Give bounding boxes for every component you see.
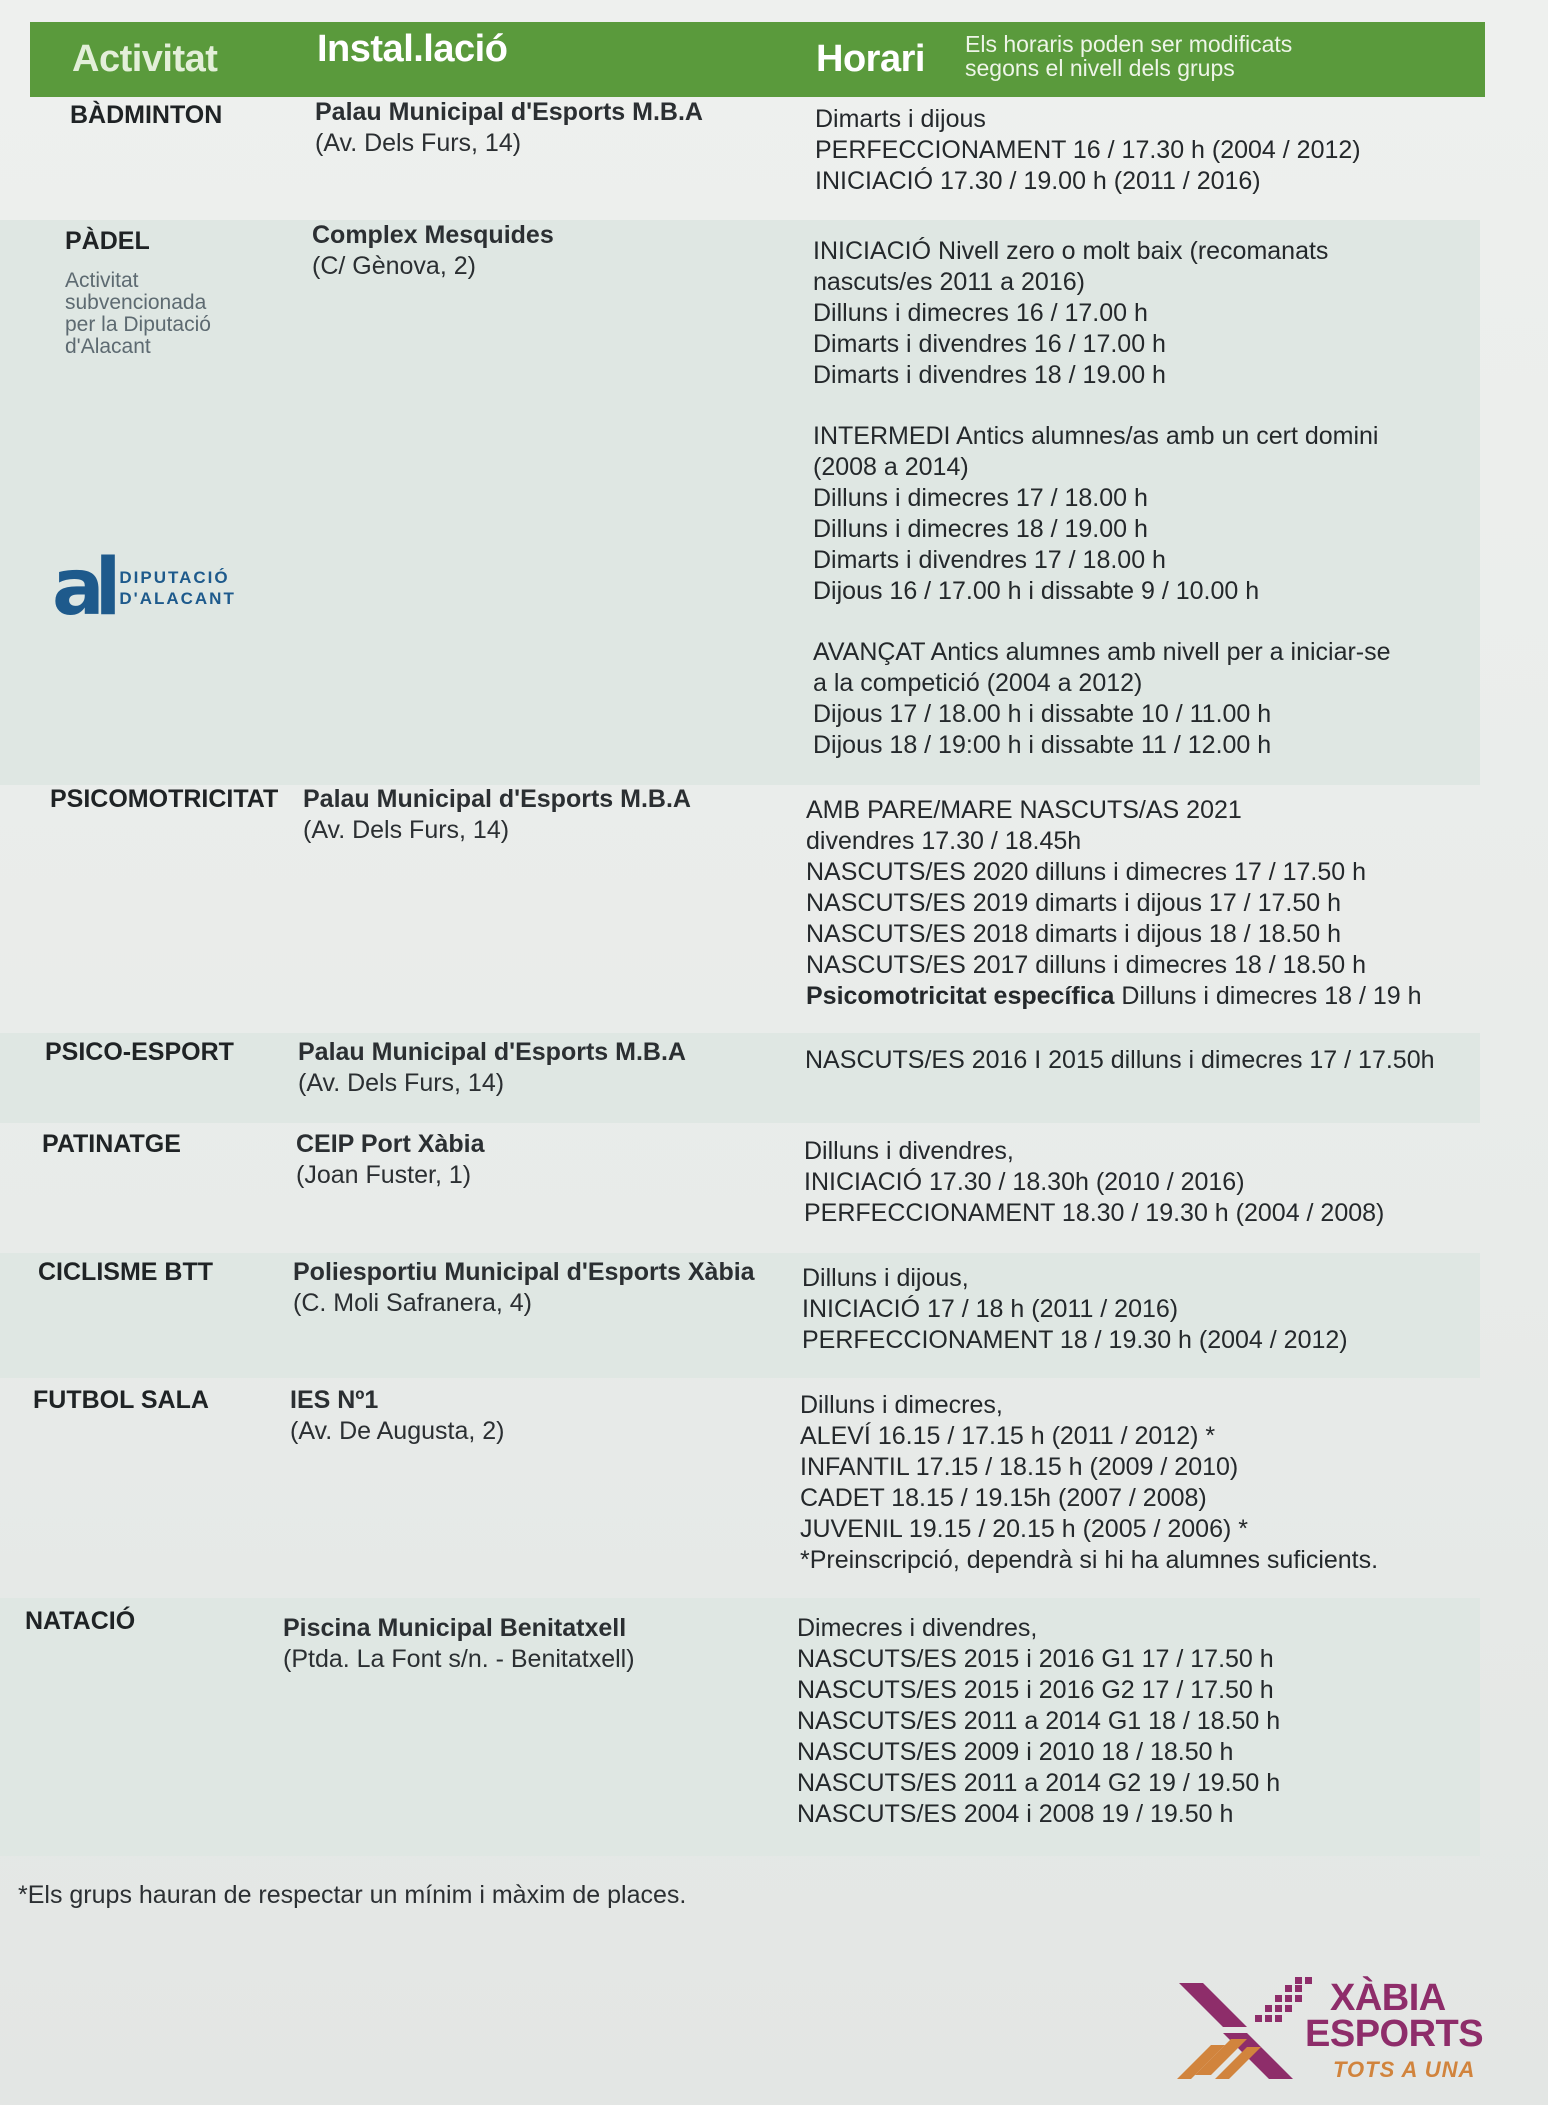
schedule-line: NASCUTS/ES 2019 dimarts i dijous 17 / 17.50 h (806, 889, 1341, 917)
schedule-line: Dimecres i divendres, (797, 1614, 1038, 1642)
venue (315, 97, 703, 159)
venue (290, 1385, 504, 1447)
xabia-esports-logo (1175, 1970, 1505, 2090)
activity-subtitle-line: Activitat (65, 269, 139, 292)
schedule-line: a la competició (2004 a 2012) (813, 669, 1143, 697)
table-row-badminton (0, 97, 1480, 210)
schedule-line: Dimarts i divendres 16 / 17.00 h (813, 330, 1166, 358)
schedule-line: Dimarts i divendres 17 / 18.00 h (813, 546, 1166, 574)
schedule-line: PERFECCIONAMENT 16 / 17.30 h (2004 / 2012) (815, 136, 1361, 164)
schedule-line: NASCUTS/ES 2018 dimarts i dijous 18 / 18.50 h (806, 920, 1341, 948)
schedule-line: CADET 18.15 / 19.15h (2007 / 2008) (800, 1484, 1207, 1512)
venue-name: Palau Municipal d'Esports M.B.A (303, 785, 691, 813)
venue-name: Complex Mesquides (312, 221, 554, 249)
header-activity: Activitat (72, 38, 218, 80)
schedule-line: INICIACIÓ 17 / 18 h (2011 / 2016) (802, 1295, 1179, 1323)
schedule-line: INICIACIÓ 17.30 / 18.30h (2010 / 2016) (804, 1168, 1245, 1196)
table-row-psico-esport (0, 1033, 1480, 1123)
activity-subtitle-line: subvencionada (65, 291, 207, 314)
schedule (804, 1136, 1384, 1229)
venue-address: (Av. Dels Furs, 14) (315, 129, 522, 157)
schedule (800, 1390, 1378, 1576)
schedule-line-bold: Psicomotricitat específica (806, 982, 1115, 1010)
diputacio-logo-text (119, 567, 235, 609)
header-schedule: Horari (816, 38, 925, 80)
header-note-line2: segons el nivell dels grups (965, 55, 1235, 81)
schedule-line: Dilluns i dimecres 18 / 19.00 h (813, 515, 1148, 543)
activity-name: NATACIÓ (25, 1607, 136, 1635)
schedule-line: Dijous 17 / 18.00 h i dissabte 10 / 11.00 h (813, 700, 1272, 728)
schedule-line: INFANTIL 17.15 / 18.15 h (2009 / 2010) (800, 1453, 1239, 1481)
venue-name: Palau Municipal d'Esports M.B.A (315, 98, 703, 126)
venue-address: (Av. Dels Furs, 14) (298, 1069, 505, 1097)
activity-name: PSICO-ESPORT (45, 1038, 234, 1066)
schedule-line: PERFECCIONAMENT 18 / 19.30 h (2004 / 2012) (802, 1326, 1348, 1354)
schedule-line: Dimarts i dijous (815, 105, 986, 133)
header-note-line1: Els horaris poden ser modificats (965, 31, 1293, 57)
brand-tagline: TOTS A UNA (1333, 2057, 1476, 2082)
activity-name: BÀDMINTON (70, 101, 223, 129)
schedule-line: divendres 17.30 / 18.45h (806, 827, 1082, 855)
venue (283, 1613, 635, 1675)
schedule (797, 1613, 1280, 1830)
schedule (805, 1045, 1435, 1076)
schedule-line: Dilluns i dimecres 17 / 18.00 h (813, 484, 1148, 512)
venue-address: (Av. De Augusta, 2) (290, 1417, 505, 1445)
venue-address: (C/ Gènova, 2) (312, 252, 476, 280)
activity-cell (65, 226, 211, 358)
activity-subtitle-line: d'Alacant (65, 335, 151, 358)
activity-name: CICLISME BTT (38, 1258, 213, 1286)
venue-address: (Joan Fuster, 1) (296, 1161, 472, 1189)
schedule-line-specific (806, 981, 1422, 1012)
schedule-line: NASCUTS/ES 2015 i 2016 G1 17 / 17.50 h (797, 1645, 1274, 1673)
venue-name: CEIP Port Xàbia (296, 1130, 485, 1158)
schedule-line: NASCUTS/ES 2009 i 2010 18 / 18.50 h (797, 1738, 1234, 1766)
venue-name: IES Nº1 (290, 1386, 379, 1414)
venue-address: (Ptda. La Font s/n. - Benitatxell) (283, 1645, 635, 1673)
schedule-line: nascuts/es 2011 a 2016) (813, 268, 1085, 296)
schedule-line: Dijous 16 / 17.00 h i dissabte 9 / 10.00 h (813, 577, 1260, 605)
table-row-ciclisme-btt (0, 1253, 1480, 1378)
venue (303, 784, 691, 846)
venue-address: (Av. Dels Furs, 14) (303, 816, 510, 844)
schedule-line: JUVENIL 19.15 / 20.15 h (2005 / 2006) * (800, 1515, 1248, 1543)
schedule-line: ALEVÍ 16.15 / 17.15 h (2011 / 2012) * (800, 1422, 1216, 1450)
diputacio-logo-line2: D'ALACANT (119, 589, 236, 608)
venue-address: (C. Moli Safranera, 4) (293, 1289, 532, 1317)
schedule-line: Dilluns i dimecres 16 / 17.00 h (813, 299, 1148, 327)
header-note (965, 32, 1485, 80)
venue-name: Poliesportiu Municipal d'Esports Xàbia (293, 1258, 755, 1286)
schedule-line: PERFECCIONAMENT 18.30 / 19.30 h (2004 / 2008) (804, 1199, 1385, 1227)
table-row-futbol-sala (0, 1380, 1480, 1590)
table-header (30, 22, 1485, 97)
schedule (806, 795, 1422, 1012)
venue (298, 1037, 686, 1099)
activity-name: PATINATGE (42, 1130, 181, 1158)
table-row-patinatge (0, 1125, 1480, 1250)
schedule-line: Dilluns i dijous, (802, 1264, 969, 1292)
venue-name: Palau Municipal d'Esports M.B.A (298, 1038, 686, 1066)
schedule-line: NASCUTS/ES 2011 a 2014 G2 19 / 19.50 h (797, 1769, 1281, 1797)
schedule-line: NASCUTS/ES 2020 dilluns i dimecres 17 / 17.50 h (806, 858, 1366, 886)
brand-line2: ESPORTS (1305, 2013, 1484, 2055)
activity-name: PÀDEL (65, 227, 150, 255)
schedule (802, 1263, 1348, 1356)
table-row-psicomotricitat (0, 780, 1480, 1025)
brand-line1: XÀBIA (1330, 1977, 1446, 2019)
schedule-line: NASCUTS/ES 2015 i 2016 G2 17 / 17.50 h (797, 1676, 1274, 1704)
schedule-line: NASCUTS/ES 2016 I 2015 dilluns i dimecres 17 / 17.50h (805, 1046, 1435, 1074)
venue (312, 220, 554, 282)
activity-name: FUTBOL SALA (33, 1386, 209, 1414)
diputacio-logo (52, 543, 236, 633)
schedule-line: NASCUTS/ES 2004 i 2008 19 / 19.50 h (797, 1800, 1234, 1828)
schedule-line: INTERMEDI Antics alumnes/as amb un cert domini (813, 422, 1379, 450)
activity-subtitle-line: per la Diputació (65, 313, 211, 336)
schedule-line: Dijous 18 / 19:00 h i dissabte 11 / 12.00 h (813, 731, 1272, 759)
schedule-line-rest: Dilluns i dimecres 18 / 19 h (1114, 982, 1422, 1010)
table-row-padel (0, 220, 1480, 785)
venue (293, 1257, 755, 1319)
schedule (815, 104, 1361, 197)
schedule-line: AVANÇAT Antics alumnes amb nivell per a iniciar-se (813, 638, 1391, 666)
venue-name: Piscina Municipal Benitatxell (283, 1614, 627, 1642)
schedule (813, 236, 1391, 761)
schedule-line: NASCUTS/ES 2017 dilluns i dimecres 18 / 18.50 h (806, 951, 1366, 979)
activity-name: PSICOMOTRICITAT (50, 785, 279, 813)
header-installation: Instal.lació (317, 28, 508, 70)
activity-subtitle (65, 270, 211, 358)
venue (296, 1129, 485, 1191)
schedule-line: (2008 a 2014) (813, 453, 969, 481)
diputacio-logo-mark: al (52, 543, 112, 633)
schedule-line: INICIACIÓ Nivell zero o molt baix (recomanats (813, 237, 1329, 265)
schedule-line: Dilluns i divendres, (804, 1137, 1014, 1165)
schedule-line: INICIACIÓ 17.30 / 19.00 h (2011 / 2016) (815, 167, 1261, 195)
schedule-line: AMB PARE/MARE NASCUTS/AS 2021 (806, 796, 1242, 824)
schedule-line: Dimarts i divendres 18 / 19.00 h (813, 361, 1166, 389)
schedule-line: Dilluns i dimecres, (800, 1391, 1003, 1419)
schedule-line: *Preinscripció, dependrà si hi ha alumnes suficients. (800, 1546, 1379, 1574)
schedule-line: NASCUTS/ES 2011 a 2014 G1 18 / 18.50 h (797, 1707, 1281, 1735)
diputacio-logo-line1: DIPUTACIÓ (119, 568, 230, 587)
footnote: *Els grups hauran de respectar un mínim i màxim de places. (18, 1881, 687, 1909)
xabia-esports-logo-mark (1175, 1975, 1325, 2085)
table-row-natacio (0, 1598, 1480, 1856)
